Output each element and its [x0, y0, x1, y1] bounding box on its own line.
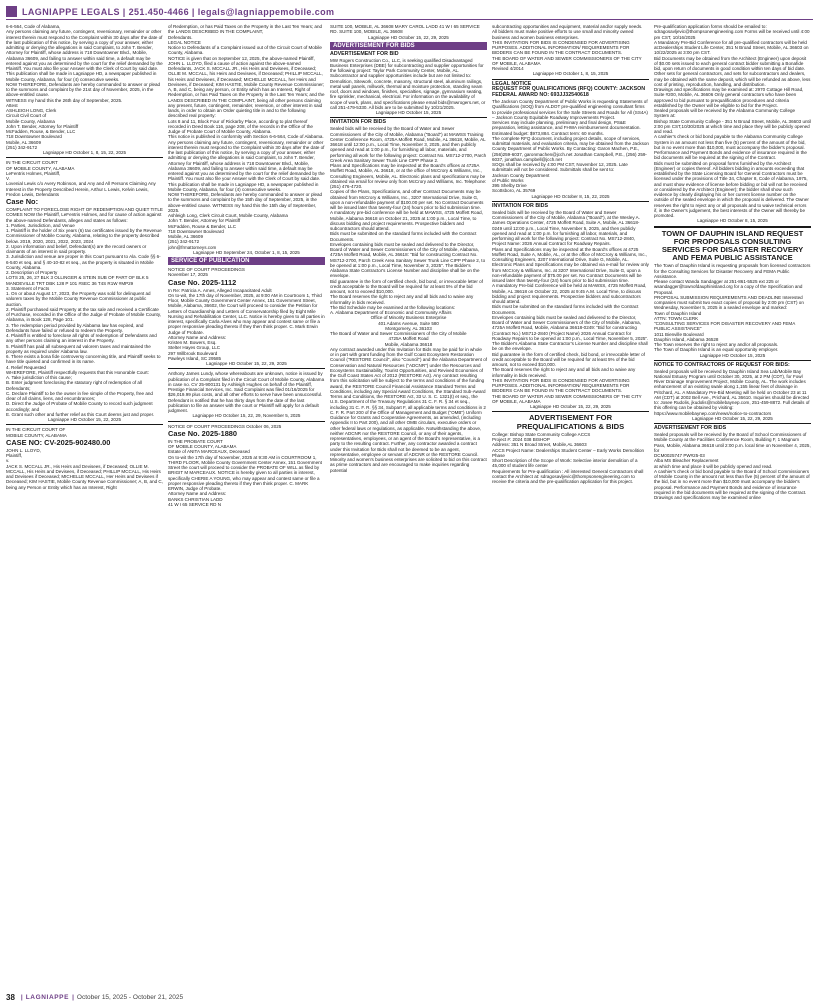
column-2 [168, 24, 325, 986]
notice-text: Any persons claiming any future, contingent, reversionary, remainder or other interest therein must respond to the Complaint within 30 days after the date of the last publication of this notice, by serving a copy of your answer, either admitting or denying the allegations in said Complaint, to John T. Bender, Attorney for Plaintiff, whose address is 718 Downtowner Blvd., Mobile, Alabama 36609, and failing to answer within said time, a default may be entered against you as determined by the court for the relief demanded by the Plaintiff. You must also file your Answer with the Clerk of Court by said date. This publication shall be made in Lagniappe HD, a newspaper published in Mobile County, Alabama, for four (4) consecutive weeks. [6, 29, 163, 82]
case-number: Case No. 2025-1112 [168, 277, 237, 287]
notice-text: Bishop State Community College - 351 N Broad Street, Mobile, AL 36603 until 2:00 pm CST,10/30/2025 at which time and place they will be publicly opened and read. [654, 118, 811, 134]
notice-text: NOW THEREFORE, Defendants are hereby commanded to answer or plead to the summons and complaint by the 21st day of November, 2025, in the above-entitled cause. [6, 81, 161, 98]
issue-dates: October 15, 2025 - October 21, 2025 [76, 993, 184, 1001]
notice-text: All bidders must make positive efforts to use small and minority owned business and women business enterprises. [492, 29, 634, 40]
notice-heading: ADVERTISEMENT FOR BIDS [654, 425, 727, 432]
notice-text: The Town reserves the right to reject any and/or all proposals. [654, 342, 779, 348]
publication-line: Mobile, Alabama 36618 [384, 341, 433, 347]
notice-text: The Jackson County Department of Public Works is requesting Statements of Qualifications (SOQ) from ALDOT pre-qualified engineering consultant firms to provide professional services for the Safe Streets and Roads for All (SS4A) – Jackson County Equitable Roadway Improvements Project. [492, 99, 648, 120]
publication-line: Lagniappe HD October 15, 22, 29, 2025 [530, 404, 611, 410]
notice-text: The Town of Dauphin Island is an equal opportunity employer. [654, 347, 779, 353]
notice-text: Requirements for Pre-qualification : All interested General Contractors shall contact the Architect at: sdragosavljevic@thompsonengineering.com to receive the criteria and the pre-qualification application for this project. [492, 468, 644, 485]
notice-text: This notice is published in conformity with Section 6-6-564, Code of Alabama. [168, 134, 324, 140]
notice-text: LOTS 25, 26, 27 BLK 3 OLLINGER & STEIN SUB OF PART OF BLK 5 MANDEVILLE TRT DBK 128 P 101 #SEC 36 T4S R1W #MP29 [6, 275, 149, 286]
column-3 [330, 24, 487, 986]
notice-text: OF MOBILE COUNTY, ALABAMA [168, 444, 237, 449]
notice-text: Sealed bids will be received by the Board of Water and Sewer Commissioners of the City of Mobile, Alabama ("Board"), at the Wesley A. James Operations Center, 4725 Moffett Road, Suite A, Mobile, AL 36618-0249 until 12:00 p.m., Local Time, November 5, 2025, and then publicly opened and read at 1:00 p.m. for furnishing all labor, materials, and performing all work for the following project: Contract No. MS712-2840, Project Name: 2026 Annual Contract for Roadway Repairs. [492, 209, 640, 247]
notice-heading: LEGAL NOTICE [492, 80, 532, 87]
notice-text: COMES NOW the Plaintiff, LeFentris Holmes, and for cause of action against the above-named Defendants, alleges and states as follows: [6, 212, 162, 223]
notice-text: 2. Description of Property [6, 270, 58, 275]
divider [492, 411, 649, 412]
notice-text: 718 Downtowner Boulevard [6, 134, 62, 140]
notice-text: Sealed proposals will be received by the Board of School Commissioners of Mobile County at the Facilities Conference Room, Building F, 1 Magnum Pass, Mobile, Alabama 36618 until 2:00 p.m. local time on November 4, 2025, for [654, 432, 811, 453]
notice-text: (251) 342-9172 [168, 239, 200, 245]
notice-text: Copies of the Plans, Specifications, and other Contract Documents may be obtained from McCrory & Williams, Inc., 3207 International Drive, Suite G, upon a non-refundable payment of $100.00 per set. No Contract Documents will be issued later than twenty-four (24) hours prior to bid submission time. [330, 189, 484, 211]
notice-text: JOHN L. LLOYD, [6, 447, 41, 453]
notice-text: Stelter Hayes Group, LLC [168, 345, 221, 351]
notice-text: 6-6-564, Code of Alabama, [6, 24, 61, 29]
notice-text: 718 Downtowner Boulevard [168, 228, 224, 234]
notice-text: THE BOARD OF WATER AND SEWER COMMISSIONERS OF THE CITY OF MOBILE, ALABAMA [492, 393, 642, 404]
notice-text: COMPLAINT TO FORECLOSE RIGHT OF REDEMPTION AND QUIET TITLE [6, 207, 163, 212]
notice-text: THE BOARD OF WATER AND SEWER COMMISSIONERS OF THE CITY OF MOBILE, ALABAMA [492, 55, 642, 66]
notice-text: 6. There exists a bona fide controversy concerning title, and Plaintiff seeks to have title quieted and confirmed in its name. [6, 354, 161, 365]
publication-line: Montgomery, AL 36103 [385, 325, 432, 331]
notice-text: A cashier's check or bid bond payable to the Board of School Commissioners of Mobile County in the amount not less than five (5) percent of the amount of the bid, but in no event more than $10,000 must accompany the bidder's proposal. Performance and Payment Bonds and evidence of insurance required in the bid documents will be required at the signing of the Contract. [654, 468, 810, 495]
notice-text: subcontracting opportunities and equipment, material and/or supply needs. [492, 24, 643, 29]
divider [330, 117, 487, 118]
notice-text: NOTICE OF COURT PROCEEDINGS [168, 267, 245, 272]
publication-line: Lagniappe HD October 8, 15, 2025 [697, 218, 768, 224]
notice-text: IN THE PROBATE COURT [168, 438, 223, 444]
notice-text: 4. Plaintiff is entitled to foreclose all rights of redemption of Defendants and any other persons claiming an interest in the Property. [6, 333, 157, 344]
notice-text: Any persons claiming any future, contingent, reversionary, remainder or other interest therein must respond to the Complaint within 30 days after the date of the last publication of this notice, by serving a copy of your answer, either admitting or denying the allegations in said Complaint, to John T. Bender, Attorney for Plaintiff, whose address is 718 Downtowner Blvd., Mobile, Alabama 36609, and failing to answer within said time, a default may be entered against you as determined by the court for the relief demanded by the Plaintiff. You must also file your Answer with the Clerk of Court by said date. This publication shall be made in Lagniappe HD, a newspaper published in Mobile County, Alabama, for four (4) consecutive weeks. [168, 139, 325, 192]
notice-text: 5. Plaintiff has paid all subsequent ad valorem taxes and maintained the property as required under Alabama law. [6, 343, 151, 354]
notice-text: Short Description of the Scope of Work: Selective interior demolition of a 45,000 sf student life center [492, 458, 638, 469]
notice-text: Scottsboro, AL 35769 [492, 188, 536, 194]
notice-text: Bids must be submitted on proposal forms furnished by the Architect (Engineer) or copies thereof. All bidders bidding in amounts exceeding that established by the State Licensing Board for General Contractors must be licensed under the provisions of Title 34, Chapter 8, Code of Alabama, 1975, and must show evidence of license before bidding or bid will not be received or considered by the Architect (Engineer); the bidder shall show such evidence by clearly displaying his or her current license number on the outside of the sealed envelope in which the proposal is delivered. The Owner reserves the right to reject any or all proposals and to waive technical errors if, in the Owner's judgement, the best interests of the Owner will thereby be promoted. [654, 160, 809, 218]
notice-text: B. Enter judgment foreclosing the statutory right of redemption of all Defendants; [6, 380, 142, 391]
notice-text: Defendants. [168, 34, 193, 40]
notice-text: SOQs shall be received by 4:00 PM CST, November 12, 2025. Late submittals will not be considered. Submittals shall be sent to: [492, 162, 628, 173]
notice-text: 3. Jurisdiction and venue are proper in this Court pursuant to Ala. Code §§ 6-6-540 et seq. and § 40-10-82 et seq., as the property is situated in Mobile County, Alabama. [6, 254, 161, 270]
notice-text: Mobile, AL 36609 [6, 139, 41, 145]
notice-text: A mandatory Pre-bid Conference will be held at MAWSS, 4725 Moffett Road, Mobile, AL 36618 on October 22, 2025 at 9:45 A.M. Local Time, to discuss bidding and project requirements. Prospective bidders and subcontractors should attend. [492, 283, 647, 305]
notice-text: Minority and women's business enterprises are solicited to bid on this contract as prime contractors and are encouraged to make inquiries regarding potential [330, 457, 487, 473]
publication-line: Lagniappe HD October 15, 2025 [375, 110, 442, 116]
notice-text: C. Declare Plaintiff to be the owner in fee simple of the Property, free and clear of all claims, liens, and encumbrances; [6, 390, 153, 401]
notice-text: Alba MS Bleacher Replacement [654, 458, 719, 464]
notice-text: WHEREFORE, Plaintiff respectfully requests that this Honorable Court: [6, 369, 149, 375]
column-5 [654, 24, 811, 986]
notice-text: 1. Parties, Jurisdiction, and Venue [6, 222, 75, 228]
header-square-icon [6, 6, 17, 17]
divider [654, 226, 811, 228]
publication-line: Lagniappe HD October 15, 22, 29, 2025 [206, 361, 287, 366]
notice-text: NOTICE is given that on September 12, 2025, the above-named Plaintiff, JOHN L. LLOYD, filed a cause of action against the above-named Defendants, JACK S. MCCALL JR., His Heirs and Devisees, if Deceased; OLLIE M. MCCALL, his Heirs and Devisees, if Deceased; PHILLIP MCCALL, his Heirs and Devisees, if Deceased; MICHELLE MCCALL, her Heirs and Devisees, if Deceased; KIM HASTIE, Mobile County Revenue Commissioner; A, B, and C, being any person, or Entity which has an Interest, Right of Redemption, or has Paid Taxes on the Property in the Last Ten Years; and the LANDS DESCRIBED IN THE COMPLAINT, being all other persons claiming any present, future, contingent, remainder, reversion, or other interest in said lands, in order to obtain an Order quieting title in and to the following described real property: [168, 55, 325, 119]
notice-text: Lovenial Lewis c/o Avery Robinson, and Any and All Persons Claiming Any Interest in the Property Described Herein, Arthur L Lewis, Kelvin Lewis, Fredon Lewis, Defendants [6, 181, 156, 197]
page-header [6, 4, 813, 20]
notice-text: The Board of Water and Sewer Commissioners of the City of Mobile [330, 331, 467, 337]
notice-text: Kristen M. Bowers, Esq. [168, 340, 217, 345]
notice-text: DCM0025747 PW#25-03 [654, 453, 705, 459]
notice-text: Any contract awarded under this Invitation for Bids may be paid for in whole or in part with grant funding from the Gulf Coast Ecosystem Restoration Council ("RESTORE Council", also "Council") and the Alabama Department of Conservation and Natural Resources ("ADCNR") under the Resources and Ecosystems Sustainability, Tourist Opportunities, and Revived Economies of the Gulf Coast States Act of 2012 (RESTORE Act). Any contract resulting from this solicitation will be subject to the terms and conditions of the funding award, the RESTORE Council Financial Assistance Standard Terms and Conditions, including any Special Award Conditions, the Standard Sub-Award Terms and Conditions, the RESTORE Act, 33 U. S. C. 1321(t) et seq., the U.S. Department of the Treasury Regulations 31 C. F. R. § 34 et seq., including 31 C. F. R. §§ 34, Subpart F, all applicable terms and conditions in 2 C. F. R. Part 200 of the Office of Management and Budget ("OMB") Uniform Guidance for Grants and Cooperative Agreements, as amended, (including Appendix II to Part 200), and all other OMB circulars, executive orders or other federal laws or regulations, as applicable. Notwithstanding the above, neither ADCNR nor the RESTORE Council, or any of their agents, representatives, employees, or an agent of the Board's representative, is a party to the resulting contract. Further, any contractor awarded a contract under this Invitation for Bids shall not be deemed to be an agent, representative, employee or servant of ADCNR or the RESTORE Council. [330, 346, 487, 457]
notice-text: Services may include planning, preliminary and final design, PS&E preparation, letting assistance, and FHWA reimbursement documentation. Estimated budget: $973,884. Contract term: 60 months. [492, 120, 641, 136]
notice-text: Jackson County Department [492, 172, 550, 178]
notice-text: A mandatory pre-bid conference will be held at MAWSS, 4725 Moffett Road, Mobile, Alabama 36618 on October 21, 2025 at 1:00 p.m., Local Time, to discuss bidding and project requirements. Prospective bidders and subcontractors should attend. [330, 210, 483, 232]
notice-text: 297 Willbrook Boulevard [168, 350, 218, 356]
page-number: 38 [6, 992, 15, 1002]
notice-text: The Town of Dauphin Island is requesting proposals from licensed contractors for the Consulting Services for Disaster Recovery and FEMA Public Assistance. [654, 263, 811, 279]
notice-text: Pre-qualification application forms should be emailed to: sdragosavljevic@thompsonengineering.com Forms will be received until 4:00 pm CST, 10/16/2025 [654, 24, 810, 40]
notice-heading: INVITATION FOR BIDS [330, 119, 387, 126]
notice-text: Revised 4/2014 [492, 66, 524, 71]
notice-text: McFadden, Rouse & Bender, LLC [168, 223, 236, 229]
notice-text: E. Grant such other and further relief as this Court deems just and proper. [6, 411, 155, 417]
notice-text: Town of Dauphin Island [654, 310, 702, 316]
notice-text: The Board reserves the right to reject any and all bids and to waive any informality in bids received. [492, 367, 636, 378]
notice-text: SUITE 100, MOBILE, AL 36608 MARY CAROL LADD 41 W I 65 SERVICE RD. SUITE 100, MOBILE, AL 36608 [330, 24, 480, 35]
notice-text: College: Bishop State Community College ACCS [492, 431, 591, 437]
publication-line: Lagniappe HD October 8, 15, 22, 2025 [531, 193, 610, 199]
publication-line: 401 Adams Avenue, Suite 580 [378, 320, 439, 326]
notice-text: 1. On or about August 17, 2023, the Property was sold for delinquent ad valorem taxes by the Mobile County Revenue Commissioner at public auction. [6, 291, 151, 307]
notice-text: IN THE CIRCUIT COURT OF [6, 427, 66, 433]
notice-text: Bid Documents may be obtained from the Architect (Engineer) upon deposit of $0.00 sets issued to each general contract bidder submitting a Bonafide bid, upon return of documents in good condition within ten days of bid date. Other sets for general contractors, and sets for subcontractors and dealers, may be obtained with the same deposit, which will be refunded as above, less cost of printing, reproduction, handling, and distribution. [654, 55, 811, 87]
notice-heading: REQUEST FOR QUALIFICATIONS (RFQ) COUNTY: JACKSON FEDERAL AWARD NO: 693JJ32540618 [492, 86, 646, 99]
notice-text: BANKS CHRISTIAN LADD [168, 496, 223, 502]
notice-text: Drawings and specifications may be examined at: 2970 Cottage Hill Road, Suite #200, Mobile, AL 36606 Only general contractors who have been approved to bid pursuant to prequalification procedures and criteria established by the Owner will be eligible to bid for the Project. [654, 87, 804, 108]
notice-text: Estate of ANITA MARCEAUX, Deceased [168, 449, 250, 455]
case-number: Case No: [6, 197, 39, 206]
publication-line: Lagniappe HD October 15, 22, 29, November 5, 2025 [192, 413, 301, 419]
notice-text: A cashier's check or bid bond payable to the Alabama Community College System in an amount not less than five (5) percent of the amount of the bid, but in no event more than $10,000, must accompany the bidder's proposal. Performance and Payment Bonds and evidence of insurance required in the bid documents will be required at the signing of the Contract. [654, 134, 807, 161]
notice-text: Mobile, AL 36609 [168, 234, 203, 239]
notice-text: The Board reserves the right to reject any and all bids and to waive any informality in bids received. [330, 294, 474, 305]
notice-text: Notice to Defendants of a Complaint issued out of the Circuit Court of Mobile County, Alabama. [168, 45, 322, 56]
notice-text: LeFentris Holmes, Plaintiff, [6, 170, 61, 176]
notice-text: A Mandatory Pre-Bid Conference for all pre-qualified contractors will be held at:Dealerships Student Life Center, 351 N Broad Street, Mobile, AL 36603 on 10/22/2025 at 3:00 pm CST. [654, 39, 809, 56]
divider [654, 423, 811, 424]
notice-text: Bids must be submitted on the standard forms included with the Contract Documents. [492, 304, 639, 315]
notice-text: ATTN: TOWN CLERK [654, 315, 699, 321]
notice-text: at which time and place it will be publicly opened and read. [654, 463, 773, 469]
divider [6, 157, 163, 158]
footer-separator: | [20, 993, 23, 1001]
divider [492, 79, 649, 80]
header-title: LAGNIAPPE LEGALS | 251.450-4466 | legals@lagniappemobile.com [22, 6, 335, 17]
notice-text: 3. Statement of Facts [6, 285, 50, 291]
notice-text: 2. Upon information and belief, Defendant(s) are the record owners or claimants of an interest in said property. [6, 243, 147, 254]
notice-text: 1. Plaintiff is the holder of Six years (6) tax certificates issued by the Revenue Commissioner of Mobile County, Alabama, relating to the property described below. 2019, 2020, 2021, 2022, 2023, 2024 [6, 228, 162, 244]
publication-line: Lagniappe HD October 15, 22, 2025 [47, 417, 122, 422]
notice-text: (251) 342-9172 [6, 144, 38, 150]
notice-text: Bids must be submitted on the standard forms included with the Contract Documents. [330, 231, 477, 242]
notice-text: Ashleigh Long, Clerk Circuit Court, Mobile County, Alabama [168, 213, 288, 218]
notice-text: V. [6, 176, 10, 181]
notice-text: of Redemption, or has Paid Taxes on the Property in the Last Ten Years; and the LANDS DESCRIBED IN THE COMPLAINT, [168, 24, 323, 35]
notice-text: Attorney Name and Address: [168, 491, 227, 497]
notice-text: 2. Plaintiff purchased said Property at the tax sale and received a Certificate of Purchase, recorded in the Office of the Judge of Probate of Mobile County, Alabama, in Book 128, Page 101. [6, 306, 162, 323]
notice-text: 4. Relief Requested [6, 364, 46, 370]
publication-line: Lagniappe HD September 24, October 1, 8, 15, 2025 [193, 249, 300, 255]
notice-text: MOBILE COUNTY, ALABAMA [6, 432, 67, 438]
notice-columns [6, 24, 813, 986]
notice-text: McFadden, Rouse, & Bender, LLC [6, 129, 76, 134]
notice-text: PROPOSAL SUBMISSION REQUIREMENTS AND DEADLINE Interested companies must submit two exact copies of proposal by 2:00 pm (CST) on Wednesday, November 5, 2025 in a sealed envelope and marked: [654, 294, 804, 311]
notice-text: Plans and Specifications may be inspected at the Board's offices at 4725 Moffett Road, Suite A, Mobile, AL, or at the office of McCrory & Williams, Inc., Consulting Engineers, 3207 International Drive, Suite G, Mobile, AL. Electronic Plans and Specifications may be obtained via e-mail for review only from McCrory & Williams, Inc. at 3207 International Drive, Suite G, upon a non-refundable payment of $75.00 per set. No Contract Documents will be issued later than twenty-four (24) hours prior to bid submission time. [492, 246, 649, 284]
notice-text: Anthony James Lundy, whose whereabouts are unknown, notice is issued by publication of a Complaint filed in the Circuit Court of Mobile County, Alabama in case no. CV 25-900131 by Ashleigh Hughes on behalf of the Plaintiff, Prestige Financial Services, Inc. Said Complaint was filed 01/16/2025 for $26,019.99 plus costs, and all other efforts to serve have been unsuccessful. Defendant is notified that he has thirty days from the date of the last publication to file an answer with the court or Plaintiff will apply for a default judgment. [168, 371, 325, 413]
divider [492, 201, 649, 202]
notice-text: 1011 Bienville Boulevard [654, 331, 704, 337]
column-4 [492, 24, 649, 986]
notice-text: In Re: Patricia A. Ames, Alleged Incapacitated Adult [168, 287, 272, 293]
notice-text: Project #: 2024 038 BISHOP [492, 437, 550, 443]
notice-text: Plans and Specifications may be inspected at the Board's offices at 4725A Moffett Road, Mobile, AL 36618, or at the office of McCrory & Williams, Inc., Consulting Engineers, Mobile, AL. Electronic plans and specifications may be obtained via email for review only from McCrory and Williams, Inc. Telephone: (251) 476-4720. [330, 163, 487, 190]
notice-text: Sealed bids will be received by the Board of Water and Sewer Commissioners of the City of Mobile, Alabama ("Board") at MAWSS Training Center Conference Room, 4725A Moffett Road, Mobile, AL 36618, Mobile, AL 36618 until 12:00 p.m., Local Time, November 3, 2025, and then publicly opened and read at 1:00 p.m., for furnishing all labor, materials, and performing all work for the following project: Contract No. MS712-2700, Parch Creek Area Sanitary Sewer Trunk Line CIPP Phase 2. [330, 126, 487, 163]
publication-line: Office of Minority Business Enterprise [370, 315, 447, 321]
notice-text: NOTICE OF COURT PROCEEDINGS October 06, 2025 [168, 423, 282, 429]
notice-text: Sealed proposals will be received by the Alabama Community College System at: [654, 108, 796, 119]
notice-heading: NOTICE TO CONTRACTORS OF REQUEST FOR BIDS: [654, 361, 790, 368]
column-1 [6, 24, 163, 986]
notice-text: Address: 351 N Broad Street, Mobile,AL 36603 [492, 442, 587, 448]
notice-text: Pawleys Island, SC 29585 [168, 355, 222, 361]
notice-heading: ADVERTISEMENT FOR BID [330, 50, 399, 57]
notice-text: LEGAL NOTICE [168, 39, 201, 45]
notice-text: Please contact Wanda Sandagger at 251-861-5525 ext 225 or wsandagger@townofdauphinisland.org for a copy of the Specification and Proposal. [654, 279, 803, 295]
page-footer [6, 990, 813, 1004]
publication-line: Lagniappe HD October 1, 8, 15, 2025 [532, 71, 609, 77]
notice-text: ACCS Project Name: Dealerships Student Center – Early Works Demolition Phase [492, 447, 645, 458]
notice-text: 41 W I 65 SERVICE RD N [168, 501, 221, 507]
notice-text: D. Direct the Judge of Probate of Mobile County to record such judgment accordingly; and [6, 401, 153, 412]
notice-text: JACK S. MCCALL JR., His Heirs and Devisees, if Deceased; OLLIE M. MCCALL, His Heirs and Devisees, if Deceased; PHILLIP MCCALL, His Heirs and Devisees if Deceased; MICHELLE MCCALL, Her Heirs and Devisees if Deceased; KIM HASTIE, Mobile County Revenue Commissioner; A, B, and C, being any Person or Entity which has an Interest, Right [6, 463, 163, 490]
notice-heading: TOWN OF DAUPHIN ISLAND REQUEST FOR PROPOSALS CONSULTING SERVICES FOR DISASTER RECOVERY AND FEMA PUBLIC ASSISTANCE [661, 228, 804, 263]
notice-text: 395 Shelby Drive [492, 183, 527, 189]
case-number: CASE NO: CV-2025-902480.00 [6, 437, 111, 447]
notice-text: OF MOBILE COUNTY, ALABAMA [6, 165, 75, 171]
notice-text: MW Rogers Construction Co., LLC, is seeking qualified Disadvantaged Business Enterprises (DBE) for subcontracting and supplier opportunities for the following project: Taylor Park Community Center, Mobile, AL. Subcontractor and supplier opportunities include but are not limited to: Demolition, Sitework, concrete, masonry, structural steel, aluminum railings, metal wall panels, millwork, thermal and moisture protection, standing seam roof, doors and windows, finishes, specialties, signage, gymnasium seating, fire sprinkler, mechanical, electrical. For information on the availability of scope of work, plans, and specifications please email bids@mwrogers.net, or call 251-479-5330. All bids are to be submitted by 10/21/2025. [330, 57, 486, 110]
case-number: Case No. 2025-1880 [168, 428, 238, 438]
publication-line: Lagniappe HD October 15, 22, 29, 2025 [692, 415, 773, 421]
notice-text: Envelopes containing bids must be sealed and delivered to the Director, Board of Water and Sewer Commissioners of the City of Mobile, Alabama, 4725A Moffett Road, Mobile, Alabama 36618-0249: "Bid for constructing (Contract No.) MS712-2840 (Project Name) 2026 Annual Contract for Roadway Repairs to be opened at 1:00 p.m., Local Time, November 5, 2025". The Bidder's Alabama State Contractor's License Number and discipline shall be on the envelope. [492, 314, 649, 352]
notice-text: Attorney Name and Address: [168, 334, 227, 340]
notice-text: Bid guarantee in the form of certified check, bid bond, or irrevocable letter of credit acceptable to the Board will be required for at least 5% of the bid amount, not to exceed $10,000. [330, 278, 483, 295]
divider [654, 360, 811, 361]
notice-text: "CONSULTING SERVICES FOR DISASTER RECOVERY AND FEMA PUBLIC ASSISTANCE" [654, 321, 795, 332]
notice-text: On to-wit, the 17th day of November, 2025, at 9:00 AM in Courtroom 1, Third Floor, Mobile County Government Center Annex, 151 Government Street, Mobile, Alabama, 36602, the Court will proceed to consider the Petition for Letters of Guardianship and Letters of Conservatorship filed by Eight Mile Nursing and Rehabilitation Center, LLC. Notice is hereby given to all parties in interest, specifically Carla Alves who may appear and contest same or file a proper responsive pleading thereto if they then think proper. C. Mark Erwin Judge of Probate. [168, 292, 325, 335]
notice-text: Envelopes containing bids must be sealed and delivered to the Director, Board of Water and Sewer Commissioners of the City of Mobile, Alabama, 4725A Moffett Road, Mobile, AL 36618: "Bid for constructing Contract No. MS712-2700, Parch Creek Area Sanitary Sewer Trunk Line CIPP Phase 2, to be opened at 1:00 p.m., Local Time, November 3, 2025". The Bidder's Alabama State Contractor's License Number and discipline shall be on the envelope. [330, 241, 486, 279]
notice-text: The Bid Schedule may be examined at the following locations: [330, 304, 456, 310]
notice-text: November 17, 2025 [168, 272, 208, 278]
notice-text: John T. Bender, Attorney for Plaintiff [6, 123, 79, 129]
notice-heading: ADVERTISEMENT FOR PREQUALIFICATIONS & BIDS [516, 413, 625, 431]
publication-line: Lagniappe HD October 1, 8, 15, 22, 2025 [42, 150, 127, 155]
publication-line: Lagniappe HD October 15, 22, 29, 2025 [368, 34, 449, 40]
notice-text: 3. The redemption period provided by Alabama law has expired, and Defendants have failed or refused to redeem the Property. [6, 322, 144, 333]
notice-text: On to-wit the 17th day of November, 2025 at 9:30 AM in COURTROOM 1, THIRD FLOOR, Mobile County Government Center Annex, 151 Government Street the court will proceed to consider the PROBATE OF WILL as filed by BRIGIT M MARCEAUX. NOTICE is hereby given to all parties in interest, specifically CHERIE A YOUNG, who may appear and contest same or file a proper responsive pleading thereto if they then think proper. C. MARK ERWIN, Judge of Probate. [168, 454, 322, 491]
notice-text: Sealed proposals will be received by Dauphin Island Sea Lab/Mobile Bay National Estuary Program until October 30, 2025, at 2 PM (CDT), for Fowl River Drainage Improvement Project, Mobile County, AL. The work includes enhancement of an existing swale along 1,155 linear feet of drainage in Pritchard, AL. A Mandatory Pre-Bid Meeting will be held on October 23 at 11 AM (CDT) at 2002 Bell Ave., Prichard, AL 36610. Inquiries should be directed to: Josee Rudolis, jkudolis@mobilebaynep.com, 251-459-8872. Full details of this offering can be obtained by visiting: https://www.mobilebaynep.com/news/notice-to-contractors [654, 368, 810, 416]
notice-text: Plaintiff, [6, 453, 23, 458]
notice-text: Lots 8 and 11, Block Four of Rickarby Place, according to plat thereof recorded in Deed Book 116, page 208, of the records in the Office of the Judge of Probate Court of Mobile County, Alabama. [168, 118, 313, 134]
notice-text: A. Alabama Department of Economic and Community Affairs [330, 310, 452, 316]
publication-line: 4725A Moffett Road [388, 336, 429, 342]
notice-text: ASHLEIGH LONG, Clerk [6, 108, 57, 113]
notice-text: WITNESS my hand this the 26th day of September, 2025. [6, 97, 123, 103]
divider [6, 424, 163, 425]
section-banner: SERVICE OF PUBLICATION [168, 257, 325, 265]
notice-text: Bid guarantee in the form of certified check, bid bond, or irrevocable letter of credit acceptable to the Board will be required for at least 5% of the bid amount, not to exceed $10,000. [492, 351, 645, 368]
publication-name: LAGNIAPPE [25, 993, 70, 1001]
divider [168, 368, 325, 369]
notice-text: The complete RFQ document, including project details, scope of services, submittal materials, and evaluation criteria, may be obtained from the Jackson County Department of Public Works. By Contacting: Garon Machen, P.E., (256)259-6037, garonmachen@jcch.net Jonathan Campbell, P.E., (256) 259-6037, jonathan.campbell@jcch.net [492, 135, 649, 162]
notice-text: THIS INVITATION FOR BIDS IS CONDENSED FOR ADVERTISING PURPOSES. ADDITIONAL INFORMATION/ REQUIREMENTS FOR BIDDERS CAN BE FOUND IN THE CONTRACT DOCUMENTS. [492, 39, 630, 56]
notice-text: THIS INVITATION FOR BIDS IS CONDENSED FOR ADVERTISING PURPOSES. ADDITIONAL INFORMATION/ REQUIREMENTS FOR BIDDERS CAN BE FOUND IN THE CONTRACT DOCUMENTS. [492, 377, 630, 394]
notice-text: Dauphin Island, Alabama 36528 [654, 336, 719, 342]
notice-text: v. [6, 458, 10, 464]
notice-text: IN THE CIRCUIT COURT [6, 160, 58, 166]
notice-text: A. Take jurisdiction of this cause; [6, 375, 72, 380]
notice-text: NOW THEREFORE, Defendants are hereby commanded to answer or plead to the summons and complaint by the 15th day of September, 2025, in the above-entitled cause. WITNESS my hand this the 15th day of September, 2025. [168, 192, 323, 213]
notice-text: Drawings and specifications may be examined online [654, 495, 761, 501]
notice-text: John T. Bender, Attorney for Plaintiff [168, 218, 241, 224]
notice-text: of Public Works [492, 177, 524, 183]
notice-text: john@frmattorneys.com [168, 244, 217, 250]
notice-text: Circuit Civil Court of [6, 113, 47, 119]
footer-separator: | [72, 993, 74, 1001]
notice-text: Attest [6, 102, 18, 108]
section-banner: ADVERTISEMENT FOR BIDS [330, 42, 487, 50]
publication-line: Lagniappe HD October 15, 2025 [699, 352, 766, 358]
notice-heading: INVITATION FOR BIDS [492, 202, 549, 209]
notice-text: Mobile County, Alabama [6, 118, 55, 124]
divider [168, 421, 325, 422]
